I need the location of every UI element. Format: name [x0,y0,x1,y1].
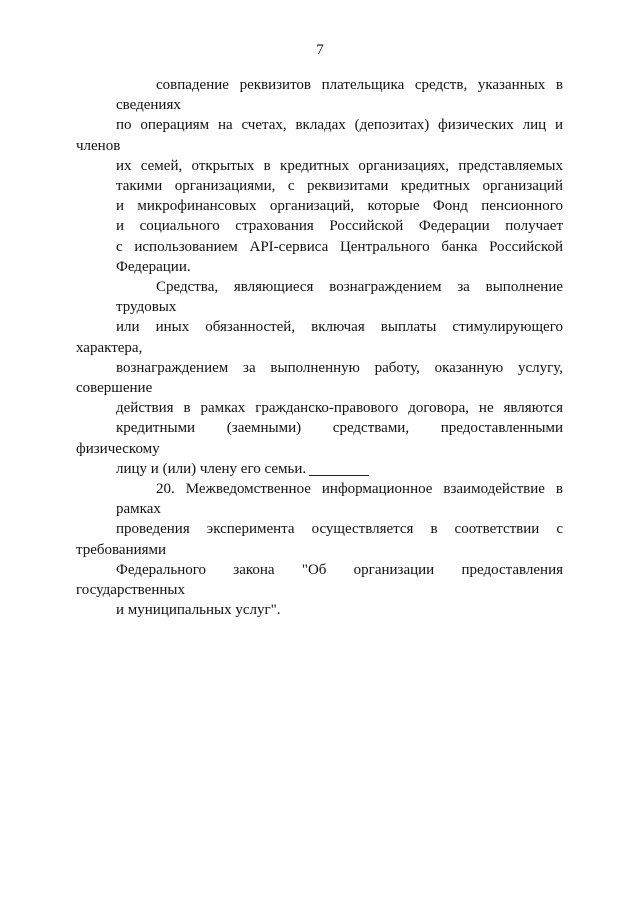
text-line: Средства, являющиеся вознаграждением за выполнение трудовых [116,279,563,316]
text-line: их семей, открытых в кредитных организациях, представляемых [116,157,563,174]
text-line: вознаграждением за выполненную работу, оказанную услугу, совершение [76,359,563,397]
closing-divider [309,475,369,476]
text-line: 20. Межведомственное информационное взаимодействие в рамках [116,481,563,518]
text-line: лицу и (или) члену его семьи. [116,460,307,477]
text-line: совпадение реквизитов плательщика средств, указанных в сведениях [116,77,563,114]
text-line: такими организациями, с реквизитами кредитных организаций [116,178,563,195]
text-line: Федерации. [116,258,191,275]
text-line: и социального страхования Российской Федерации получает [116,218,563,235]
text-line: проведения эксперимента осуществляется в соответствии с требованиями [76,521,563,558]
page-number: 7 [316,42,324,58]
text-line: или иных обязанностей, включая выплаты стимулирующего характера, [76,319,563,356]
paragraph-1 [76,75,563,277]
text-line: действия в рамках гражданско-правового договора, не являются [116,400,563,417]
text-line: с использованием API-сервиса Центрального банка Российской [116,238,563,255]
text-line: кредитными (заемными) средствами, предоставленными физическому [76,420,563,457]
document-body [76,75,563,620]
paragraph-2 [76,277,563,479]
text-line: и муниципальных услуг". [116,602,281,619]
text-line: Федерального закона "Об организации предоставления государственных [76,561,563,599]
paragraph-3 [76,479,563,620]
text-line: по операциям на счетах, вкладах (депозитах) физических лиц и членов [76,117,563,154]
text-line: и микрофинансовых организаций, которые Фонд пенсионного [116,198,563,215]
